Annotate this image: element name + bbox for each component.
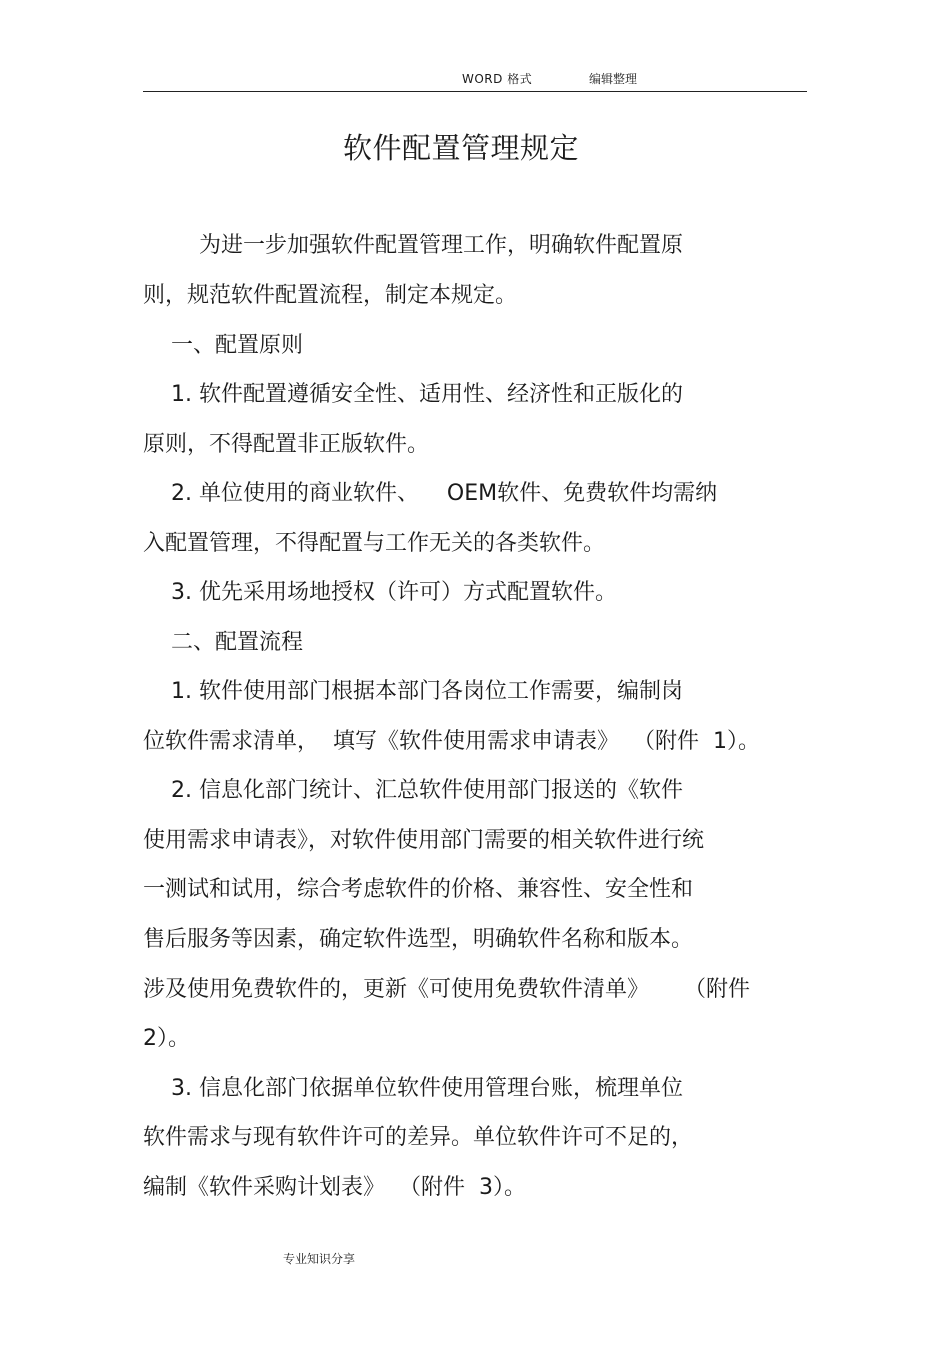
body-line: 原则，不得配置非正版软件。 — [143, 432, 430, 457]
body-line: 入配置管理，不得配置与工作无关的各类软件。 — [143, 531, 606, 556]
body-line: 则，规范软件配置流程，制定本规定。 — [143, 283, 518, 308]
body-line: 3. 信息化部门依据单位软件使用管理台账，梳理单位 — [143, 1076, 683, 1101]
body-line: 编制《软件采购计划表》 （附件 3）。 — [143, 1175, 526, 1200]
body-line: 一、配置原则 — [143, 333, 303, 358]
header-edit-label: 编辑整理 — [589, 72, 638, 86]
page-footer: 专业知识分享 — [283, 1252, 356, 1266]
body-line: 3. 优先采用场地授权（许可）方式配置软件。 — [143, 580, 617, 605]
body-line: 2. 单位使用的商业软件、 OEM软件、免费软件均需纳 — [143, 481, 718, 506]
body-line: 2）。 — [143, 1026, 190, 1051]
body-line: 使用需求申请表》，对软件使用部门需要的相关软件进行统 — [143, 828, 705, 853]
body-line: 涉及使用免费软件的，更新《可使用免费软件清单》 （附件 — [143, 977, 750, 1002]
body-line: 售后服务等因素，确定软件选型，明确软件名称和版本。 — [143, 927, 694, 952]
body-line: 1. 软件使用部门根据本部门各岗位工作需要，编制岗 — [143, 679, 683, 704]
body-line: 为进一步加强软件配置管理工作，明确软件配置原 — [143, 233, 683, 258]
header-format-label: WORD 格式 — [462, 72, 533, 86]
body-line: 1. 软件配置遵循安全性、适用性、经济性和正版化的 — [143, 382, 683, 407]
header-divider — [143, 91, 807, 92]
page-header — [0, 70, 950, 90]
body-line: 一测试和试用，综合考虑软件的价格、兼容性、安全性和 — [143, 877, 694, 902]
document-title: 软件配置管理规定 — [342, 131, 579, 165]
body-line: 软件需求与现有软件许可的差异。单位软件许可不足的， — [143, 1125, 694, 1150]
body-line: 位软件需求清单， 填写《软件使用需求申请表》 （附件 1）。 — [143, 729, 760, 754]
body-line: 2. 信息化部门统计、汇总软件使用部门报送的《软件 — [143, 778, 683, 803]
body-line: 二、配置流程 — [143, 630, 303, 655]
